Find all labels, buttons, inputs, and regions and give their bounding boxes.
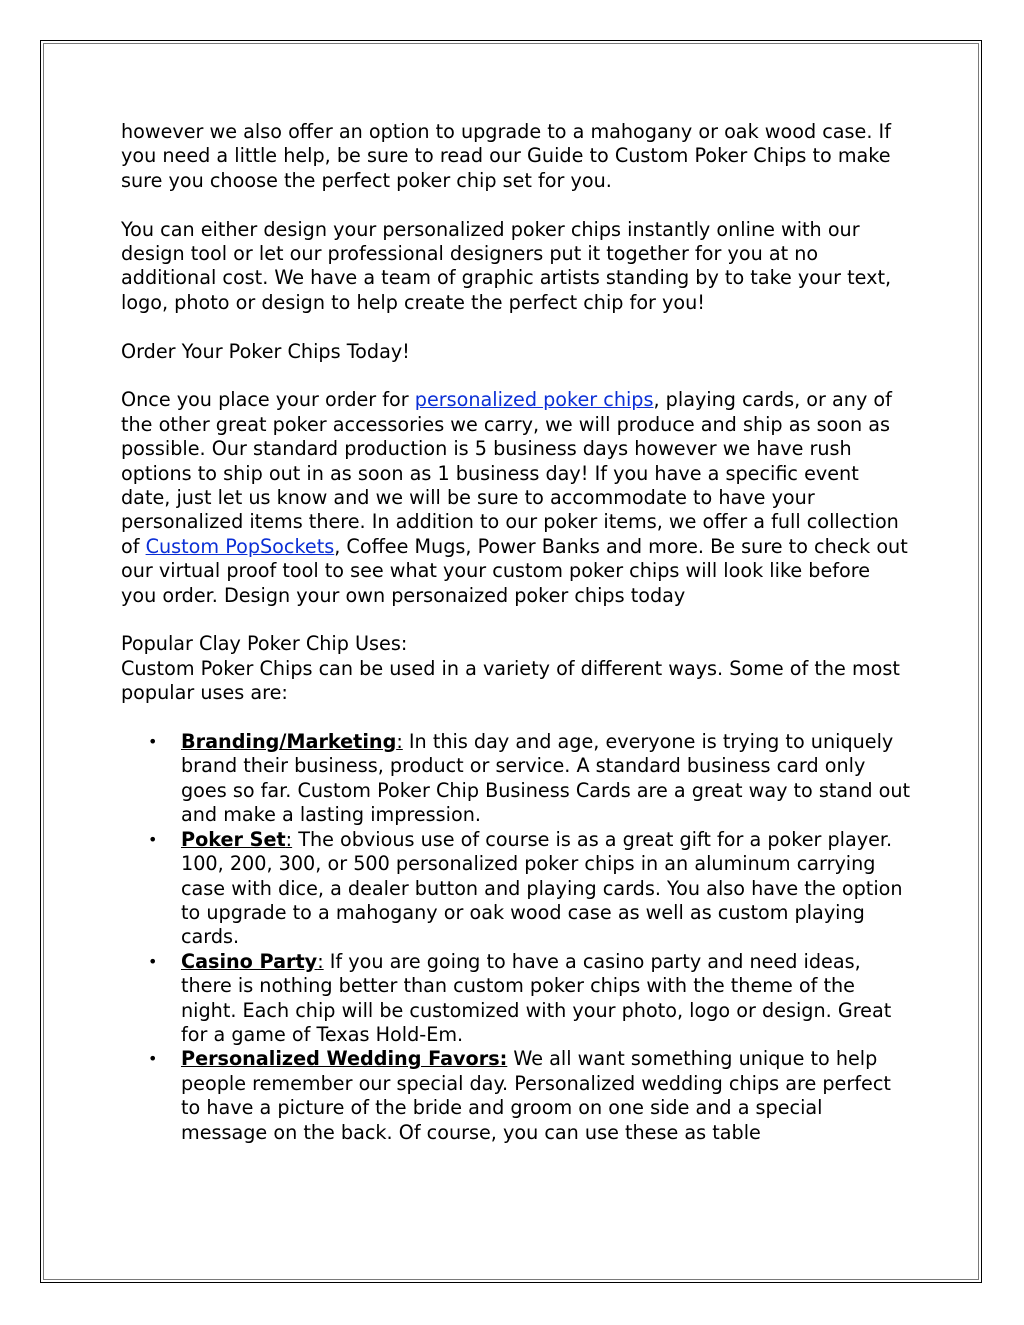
bullet-icon: • — [148, 732, 158, 752]
term-separator: : — [396, 730, 403, 754]
list-item-casino-party — [148, 949, 911, 1048]
custom-popsockets-link[interactable]: Custom PopSockets — [145, 534, 335, 558]
order-text-1: Once you place your order for — [121, 388, 415, 412]
paragraph-order-details — [121, 388, 911, 608]
list-item-branding — [148, 730, 911, 828]
personalized-poker-chips-link[interactable]: personalized poker chips — [414, 388, 654, 412]
description-casino-party: If you are going to have a casino party and need ideas, there is nothing better than custom poker chips with the theme of the night. Each chip will be customized with your photo, logo or design. Great for a game of Texas Hold-Em. — [181, 949, 892, 1046]
heading-popular-uses: Popular Clay Poker Chip Uses: — [121, 632, 408, 656]
bullet-icon: • — [148, 951, 158, 971]
term-separator: : — [317, 949, 324, 973]
term-branding: Branding/Marketing — [181, 730, 397, 754]
paragraph-case-upgrade: however we also offer an option to upgrade to a mahogany or oak wood case. If you need a little help, be sure to read our Guide to Custom Poker Chips to make sure you choose the perfect poker chip set for you. — [121, 120, 891, 192]
paragraph-uses-intro: Custom Poker Chips can be used in a variety of different ways. Some of the most popular uses are: — [121, 656, 900, 705]
paragraph-design-tool: You can either design your personalized poker chips instantly online with our design tool or let our professional designers put it together for you at no additional cost. We have a team of graphic artists standing by to take your text, logo, photo or design to help create the perfect chip for you! — [121, 217, 892, 314]
description-wedding-favors: We all want something unique to help people remember our special day. Personalized wedding chips are perfect to have a picture of the bride and groom on one side and a special message on the back. Of course, you can use these as table — [181, 1047, 891, 1144]
description-poker-set: The obvious use of course is as a great gift for a poker player. 100, 200, 300, or 500 personalized poker chips in an aluminum carrying case with dice, a dealer button and playing cards. You also have the option to upgrade to a mahogany or oak wood case as well as custom playing cards. — [181, 827, 903, 949]
order-text-3: , Coffee Mugs, Power Banks and more. Be sure to check out our virtual proof tool to see what your custom poker chips will look like before you order. Design your own personaized poker chips today — [121, 534, 908, 607]
heading-order-today: Order Your Poker Chips Today! — [121, 339, 410, 363]
uses-list — [121, 730, 911, 1145]
term-casino-party: Casino Party — [181, 949, 318, 973]
bullet-icon: • — [148, 829, 158, 849]
list-item-wedding-favors — [148, 1047, 911, 1145]
term-separator: : — [285, 827, 293, 851]
bullet-icon: • — [148, 1049, 158, 1069]
description-branding: In this day and age, everyone is trying to uniquely brand their business, product or service. A standard business card only goes so far. Custom Poker Chip Business Cards are a great way to stand out and make a lasting impression. — [181, 730, 911, 827]
term-poker-set: Poker Set — [181, 827, 286, 851]
list-item-poker-set — [148, 827, 911, 950]
document-body — [121, 120, 911, 1145]
term-wedding-favors: Personalized Wedding Favors: — [181, 1047, 508, 1071]
order-text-2: , playing cards, or any of the other great poker accessories we carry, we will produce and ship as soon as possible. Our standard production is 5 business days however we have rush options to ship out in as soon as 1 business day! If you have a specific event date, just let us know and we will be sure to accommodate to have your personalized items there. In addition to our poker items, we offer a full collection of — [121, 388, 899, 558]
